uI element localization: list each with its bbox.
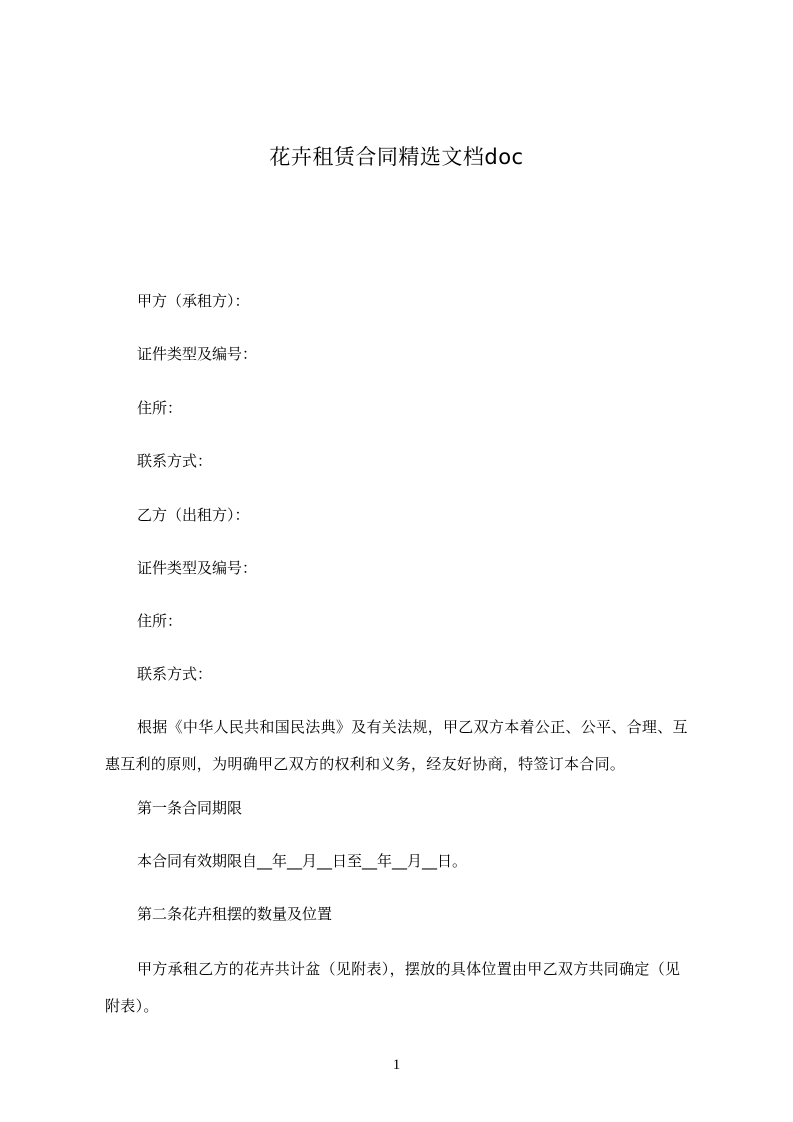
party-a-id-label: 证件类型及编号： [137, 345, 258, 363]
party-b-contact-label: 联系方式： [137, 665, 213, 683]
party-b-heading: 乙方（出租方）： [137, 506, 250, 524]
article2-heading: 第二条花卉租摆的数量及位置 [137, 905, 333, 923]
preamble-paragraph: 根据《中华人民共和国民法典》及有关法规，甲乙双方本着公正、公平、合理、互惠互利的原则，为明确甲乙双方的权利和义务，经友好协商，特签订本合同。 [105, 718, 688, 773]
party-b-id-label: 证件类型及编号： [137, 559, 258, 577]
party-a-heading: 甲方（承租方）： [137, 292, 250, 310]
party-a-contact-label: 联系方式： [137, 452, 213, 470]
party-b-address-label: 住所： [137, 612, 183, 630]
article1-heading: 第一条合同期限 [137, 799, 243, 817]
article2-body: 甲方承租乙方的花卉共计盆（见附表），摆放的具体位置由甲乙双方共同确定（见附表）。 [105, 960, 681, 1015]
party-a-address-label: 住所： [137, 399, 183, 417]
page-number: 1 [392, 1057, 401, 1073]
document-title: 花卉租赁合同精选文档doc [269, 145, 524, 169]
article1-body: 本合同有效期限自__年__月__日至__年__月__日。 [137, 852, 468, 870]
